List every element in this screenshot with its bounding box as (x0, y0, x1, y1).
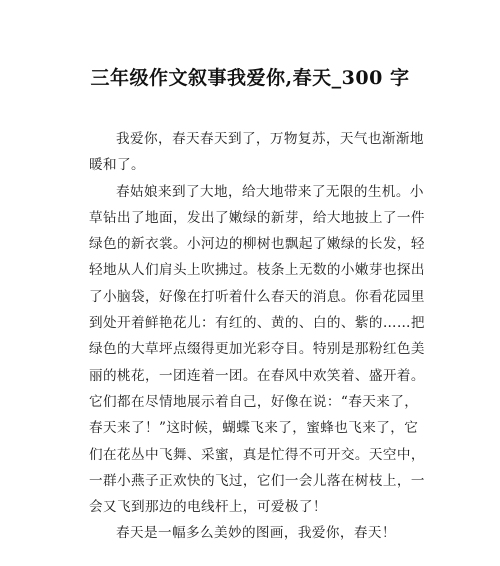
paragraph-line: 它们都在尽情地展示着自己，好像在说：“春天来了， (89, 393, 419, 410)
paragraph-line: 绿色的大草坪点缀得更加光彩夺目。特别是那粉红色美 (89, 341, 425, 358)
paragraph-line: 到处开着鲜艳花儿：有红的、黄的、白的、紫的……把 (89, 315, 425, 332)
paragraph-line: 春天来了！”这时候，蝴蝶飞来了，蜜蜂也飞来了，它 (89, 420, 419, 437)
paragraph-line: 草钻出了地面，发出了嫩绿的新芽，给大地披上了一件 (89, 209, 425, 226)
paragraph-line: 丽的桃花，一团连着一团。在春风中欢笑着、盛开着。 (89, 367, 425, 384)
paragraph-line: 了小脑袋，好像在打听着什么春天的消息。你看花园里 (89, 288, 425, 305)
paragraph-line: 春天是一幅多么美妙的图画，我爱你，春天！ (116, 525, 396, 542)
paragraph-line: 们在花丛中飞舞、采蜜，真是忙得不可开交。天空中， (89, 446, 425, 463)
document-body (89, 126, 425, 547)
paragraph-line: 轻地从人们肩头上吹拂过。枝条上无数的小嫩芽也探出 (89, 262, 425, 279)
document-title: 三年级作文叙事我爱你,春天_300 字 (90, 67, 410, 89)
paragraph-line: 暖和了。 (89, 157, 145, 174)
paragraph-line: 我爱你，春天春天到了，万物复苏，天气也渐渐地 (116, 131, 424, 147)
paragraph-line: 绿色的新衣裳。小河边的柳树也飘起了嫩绿的长发，轻 (89, 236, 425, 253)
paragraph-line: 一群小燕子正欢快的飞过，它们一会儿落在树枝上，一 (89, 472, 425, 489)
paragraph-line: 会又飞到那边的电线杆上，可爱极了！ (89, 499, 327, 516)
paragraph-line: 春姑娘来到了大地，给大地带来了无限的生机。小 (116, 183, 424, 200)
